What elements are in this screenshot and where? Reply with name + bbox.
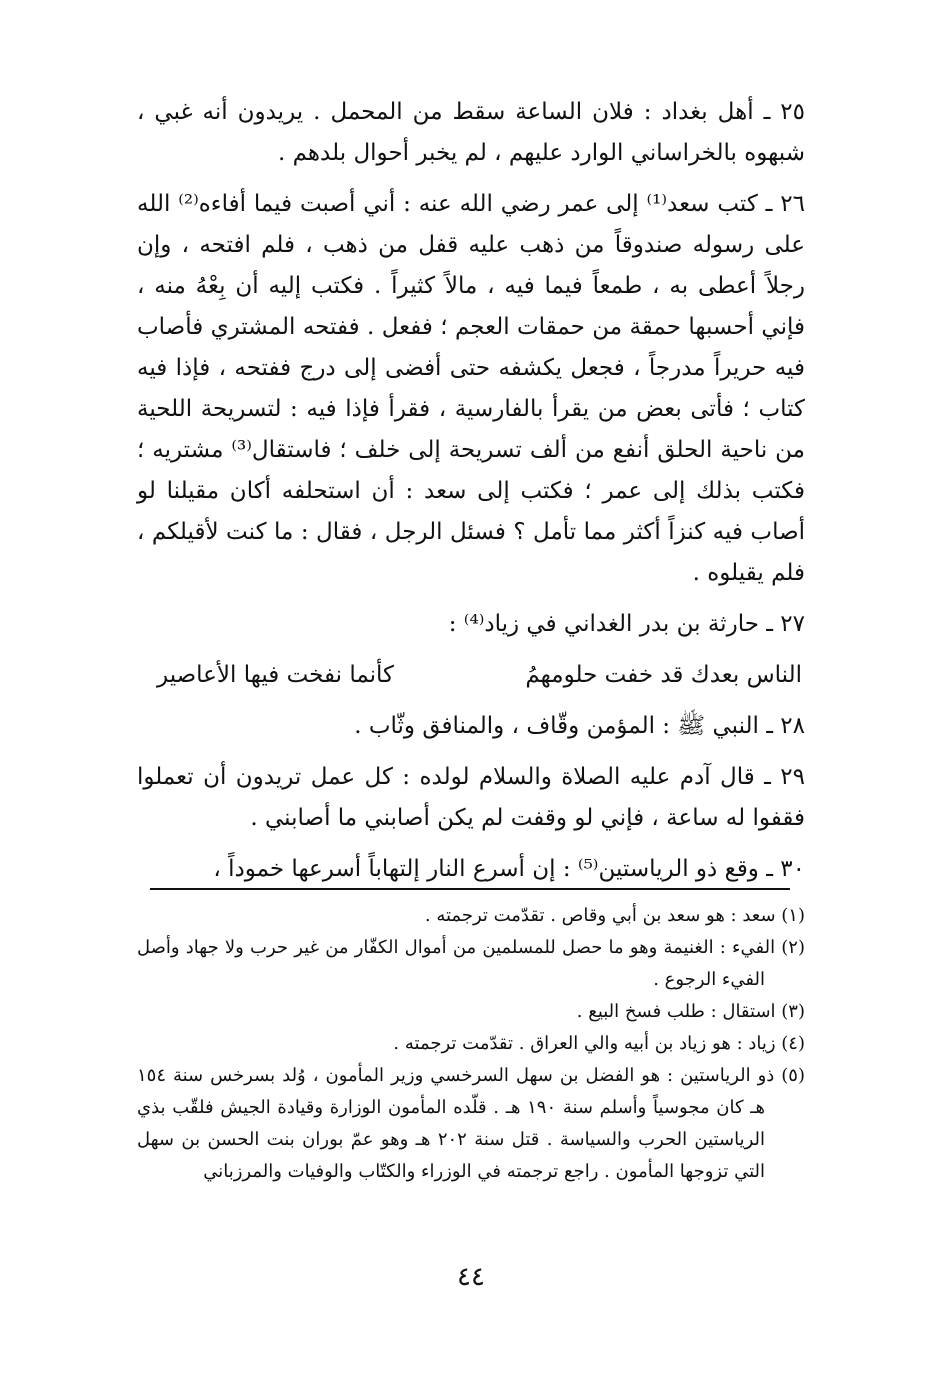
main-text (137, 92, 805, 890)
paragraph-28: ٢٨ ـ النبي ﷺ : المؤمن وقّاف ، والمنافق وثّاب . (354, 713, 805, 739)
footnote-4: (٤) زياد : هو زياد بن أبيه والي العراق . تقدّمت ترجمته . (393, 1033, 805, 1054)
poem-verse (137, 655, 805, 696)
footnote-divider (150, 888, 790, 890)
page-number: ٤٤ (457, 1262, 485, 1292)
footnote-3: (٣) استقال : طلب فسخ البيع . (576, 1001, 805, 1022)
paragraph-25: ٢٥ ـ أهل بغداد : فلان الساعة سقط من المحمل . يريدون أنه غبي ، شبهوه بالخراساني الوارد عليهم ، لم يخبر أحوال بلدهم . (137, 99, 805, 166)
paragraph-29: ٢٩ ـ قال آدم عليه الصلاة والسلام لولده : كل عمل تريدون أن تعملوا فقفوا له ساعة ، فإني لو وقفت لم يكن أصابني ما أصابني . (137, 764, 805, 831)
verse-first-hemistich: الناس بعدك قد خفت حلومهمُ (525, 662, 802, 688)
footnote-5: (٥) ذو الرياستين : هو الفضل بن سهل السرخسي وزير المأمون ، وُلد بسرخس سنة ١٥٤ هـ كان مجوسياً وأسلم سنة ١٩٠ هـ . قلّده المأمون الوزارة وقيادة الجيش فلقّب بذي الرياستين الحرب والسياسة . قتل سنة ٢٠٢ هـ وهو عمّ بوران بنت الحسن بن سهل التي تزوجها المأمون . راجع ترجمته في الوزراء والكتّاب والوفيات والمرزباني (137, 1065, 805, 1182)
footnote-2: (٢) الفيء : الغنيمة وهو ما حصل للمسلمين من أموال الكفّار من غير حرب ولا جهاد وأصل الفيء الرجوع . (137, 937, 805, 990)
paragraph-26: ٢٦ ـ كتب سعد⁽¹⁾ إلى عمر رضي الله عنه : أني أصبت فيما أفاءه⁽²⁾ الله على رسوله صندوقاً من ذهب عليه قفل من ذهب ، فلم افتحه ، وإن رجلاً أعطى به ، طمعاً فيما فيه ، مالاً كثيراً . فكتب إليه أن بِعْهُ منه ، فإني أحسبها حمقة من حمقات العجم ؛ ففعل . ففتحه المشتري فأصاب فيه حريراً مدرجاً ، فجعل يكشفه حتى أفضى إلى درج ففتحه ، فإذا فيه كتاب ؛ فأتى بعض من يقرأ بالفارسية ، فقرأ فإذا فيه : لتسريحة اللحية من ناحية الحلق أنفع من ألف تسريحة إلى خلف ؛ فاستقال⁽³⁾ مشتريه ؛ فكتب بذلك إلى عمر ؛ فكتب إلى سعد : أن استحلفه أكان مقيلنا لو أصاب فيه كنزاً أكثر مما تأمل ؟ فسئل الرجل ، فقال : ما كنت لأقيلكم ، فلم يقيلوه . (137, 191, 805, 586)
footnote-1: (١) سعد : هو سعد بن أبي وقاص . تقدّمت ترجمته . (424, 905, 805, 926)
paragraph-27: ٢٧ ـ حارثة بن بدر الغداني في زياد⁽⁴⁾ : (448, 611, 805, 637)
footnotes (137, 900, 805, 1188)
verse-second-hemistich: كأنما نفخت فيها الأعاصير (157, 662, 395, 688)
paragraph-30: ٣٠ ـ وقع ذو الرياستين⁽⁵⁾ : إن أسرع النار إلتهاباً أسرعها خموداً ، (213, 856, 805, 882)
